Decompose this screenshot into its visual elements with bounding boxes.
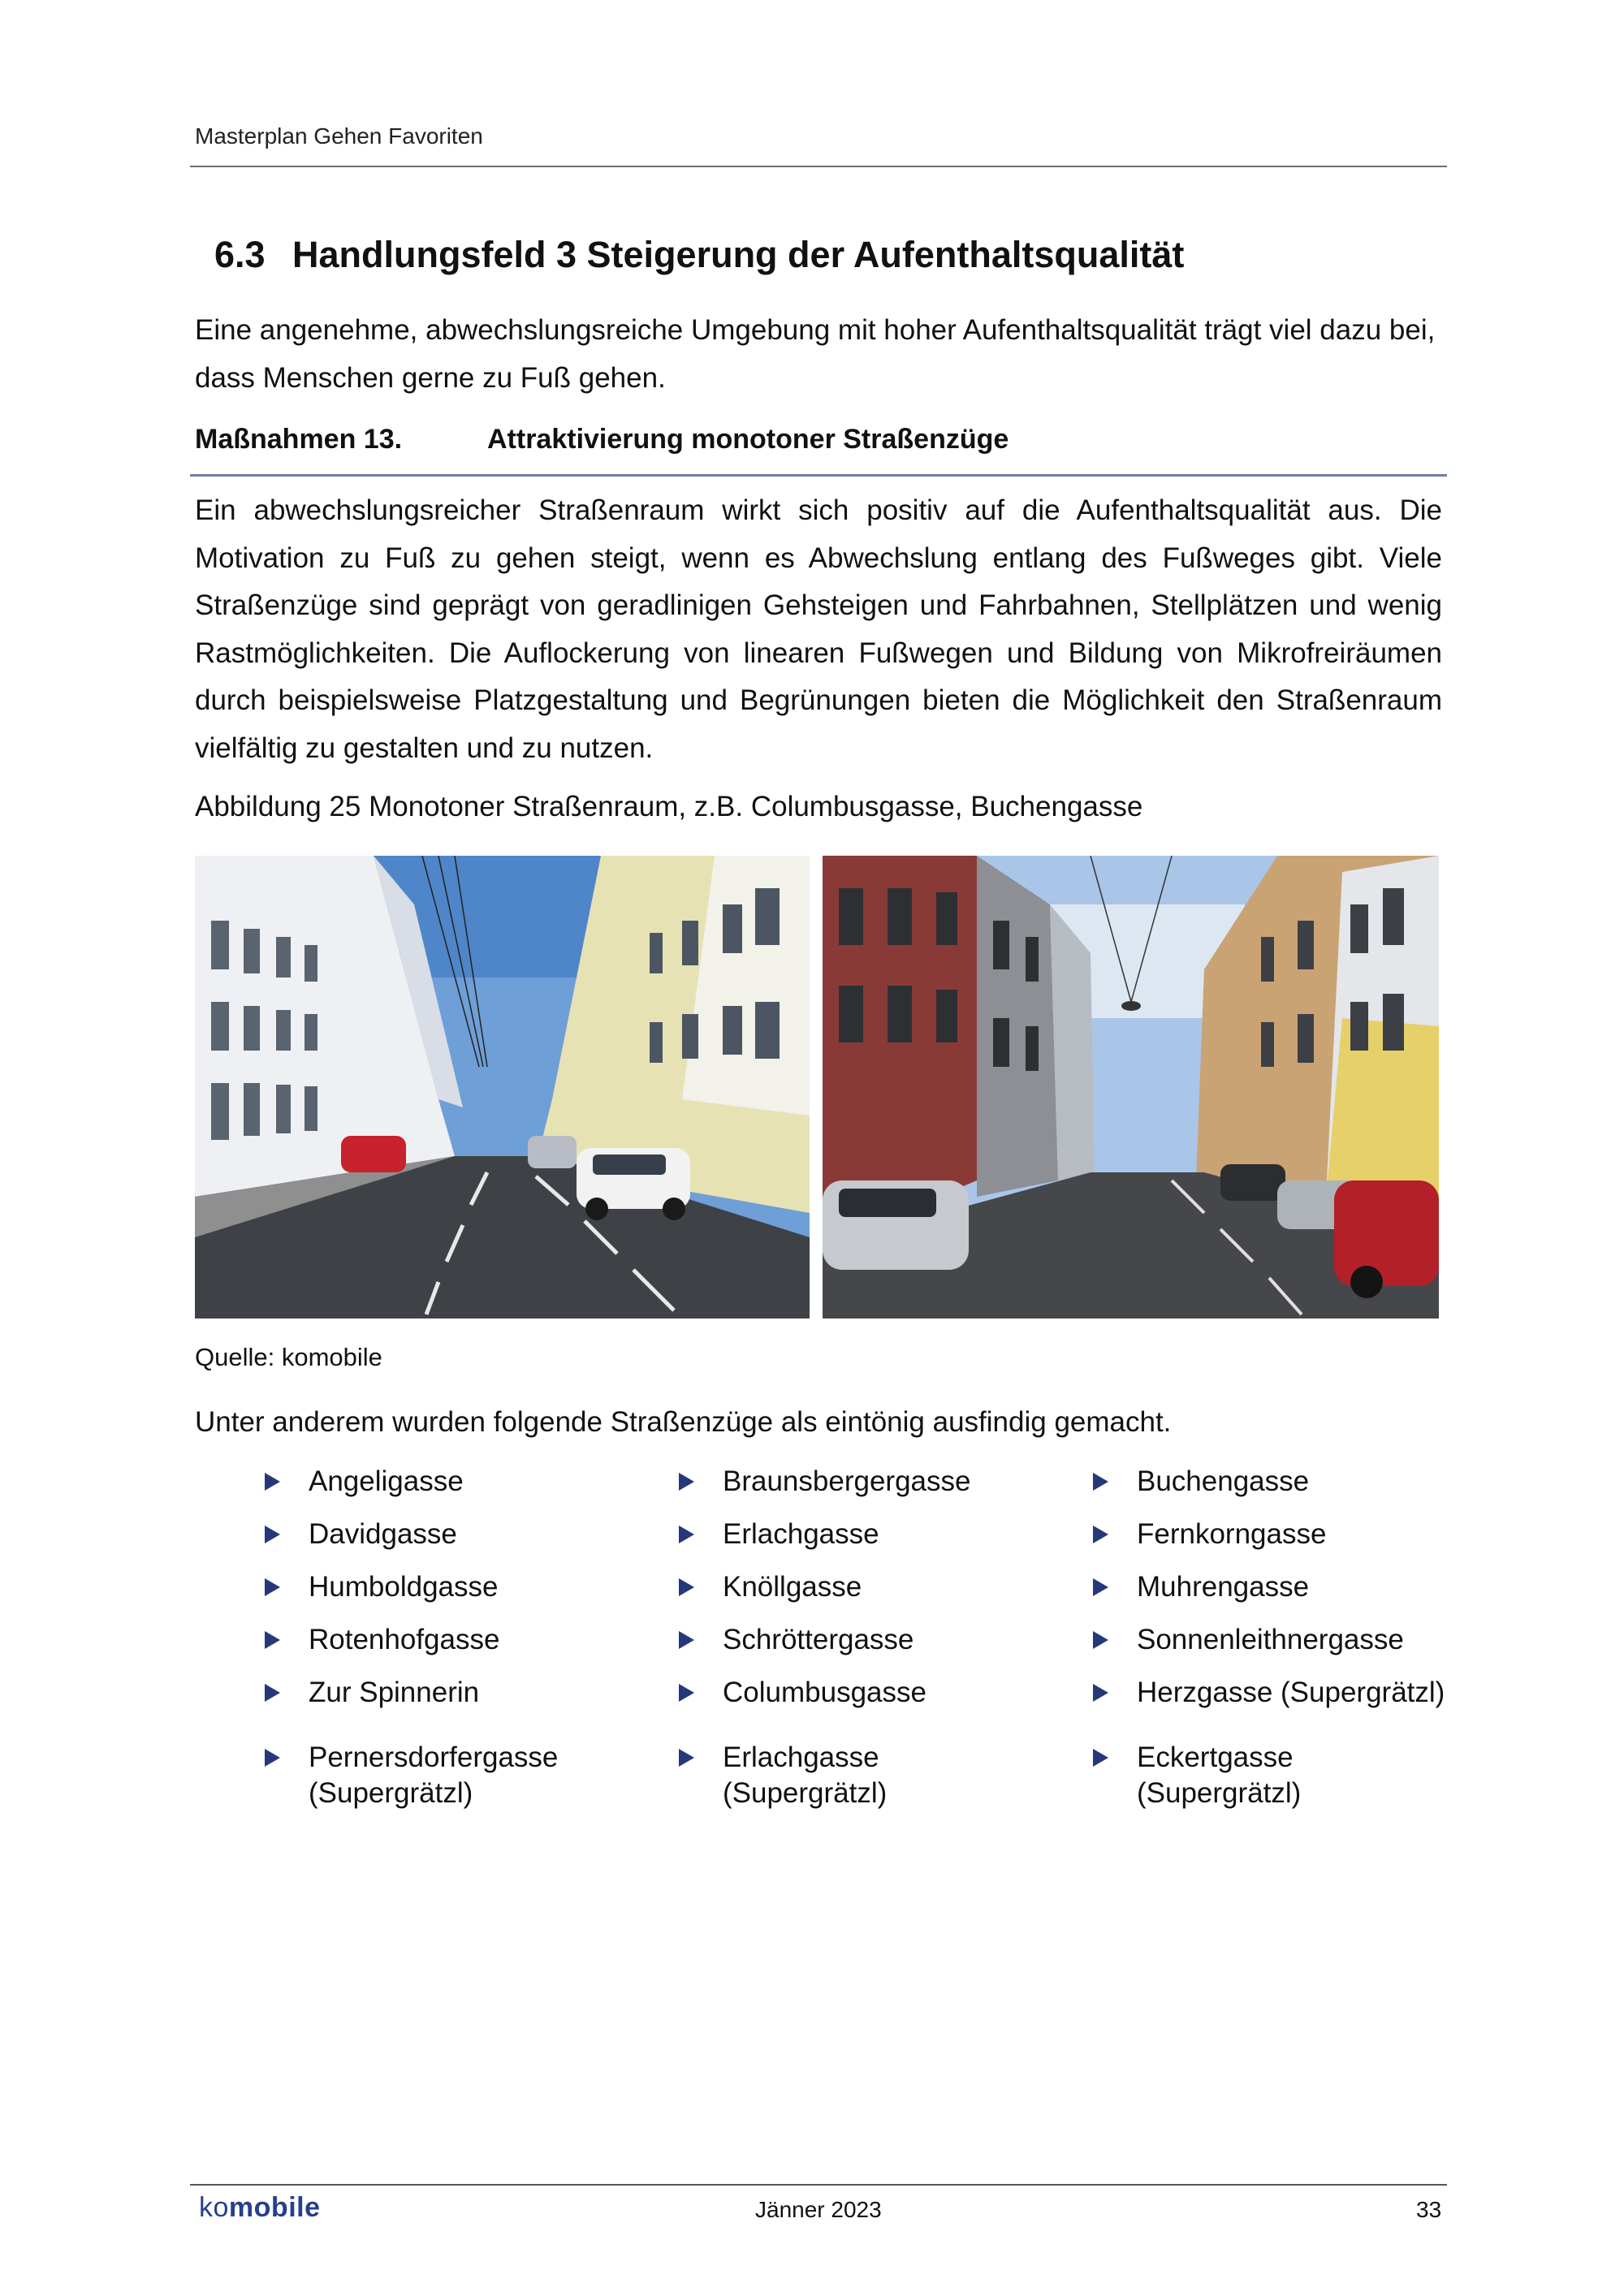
section-title: Handlungsfeld 3 Steigerung der Aufenthaltsqualität xyxy=(292,234,1185,275)
measure-rule xyxy=(190,474,1447,477)
bullet-arrow-icon xyxy=(679,1631,694,1649)
bullet-arrow-icon xyxy=(265,1526,280,1543)
bullet-arrow-icon xyxy=(265,1631,280,1649)
bullet-arrow-icon xyxy=(1093,1684,1108,1702)
intro-paragraph: Eine angenehme, abwechslungsreiche Umgebung mit hoher Aufenthaltsqualität trägt viel dazu bei, dass Menschen gerne zu Fuß gehen. xyxy=(195,314,1436,394)
bullet-arrow-icon xyxy=(679,1684,694,1702)
street-photo-2 xyxy=(823,856,1439,1318)
footer-date: Jänner 2023 xyxy=(755,2197,882,2222)
bullet-arrow-icon xyxy=(265,1473,280,1491)
footer-rule xyxy=(190,2184,1447,2186)
street-photo-1 xyxy=(195,856,810,1318)
komobile-logo: komobile xyxy=(199,2192,321,2223)
bullet-arrow-icon xyxy=(265,1749,280,1767)
bullet-arrow-icon xyxy=(679,1578,694,1596)
bullet-arrow-icon xyxy=(679,1526,694,1543)
body-paragraph: Ein abwechslungsreicher Straßenraum wirkt sich positiv auf die Aufenthaltsqualität aus. Die Motivation zu Fuß zu gehen steigt, wenn es Abwechslung entlang des Fußweges gibt. Viele Straßenzüge sind geprägt von geradlinigen Gehsteigen und Fahrbahnen, Stellplätzen und wenig Rastmöglichkeiten. Die Auflockerung von linearen Fußwegen und Bildung von Mikrofreiräumen durch beispielsweise Platzgestaltung und Begrünungen bieten die Möglichkeit den Straßenraum vielfältig zu gestalten und zu nutzen. xyxy=(195,494,1442,764)
bullet-arrow-icon xyxy=(265,1578,280,1596)
bullet-arrow-icon xyxy=(1093,1749,1108,1767)
bullet-arrow-icon xyxy=(1093,1578,1108,1596)
bullet-arrow-icon xyxy=(1093,1526,1108,1543)
figure-caption: Abbildung 25 Monotoner Straßenraum, z.B. Columbusgasse, Buchengasse xyxy=(195,791,1143,822)
bullet-arrow-icon xyxy=(265,1684,280,1702)
section-heading xyxy=(214,234,1184,276)
header-rule xyxy=(190,166,1447,167)
list-intro: Unter anderem wurden folgende Straßenzüge als eintönig ausfindig gemacht. xyxy=(195,1406,1172,1438)
page-number: 33 xyxy=(1416,2197,1442,2222)
section-number: 6.3 xyxy=(214,234,266,275)
figure-source: Quelle: komobile xyxy=(195,1343,382,1371)
bullet-arrow-icon xyxy=(1093,1631,1108,1649)
bullet-arrow-icon xyxy=(679,1749,694,1767)
running-header: Masterplan Gehen Favoriten xyxy=(195,123,483,149)
bullet-arrow-icon xyxy=(1093,1473,1108,1491)
bullet-arrow-icon xyxy=(679,1473,694,1491)
measure-title: Attraktivierung monotoner Straßenzüge xyxy=(487,424,1009,455)
measure-label: Maßnahmen 13. xyxy=(195,424,403,455)
